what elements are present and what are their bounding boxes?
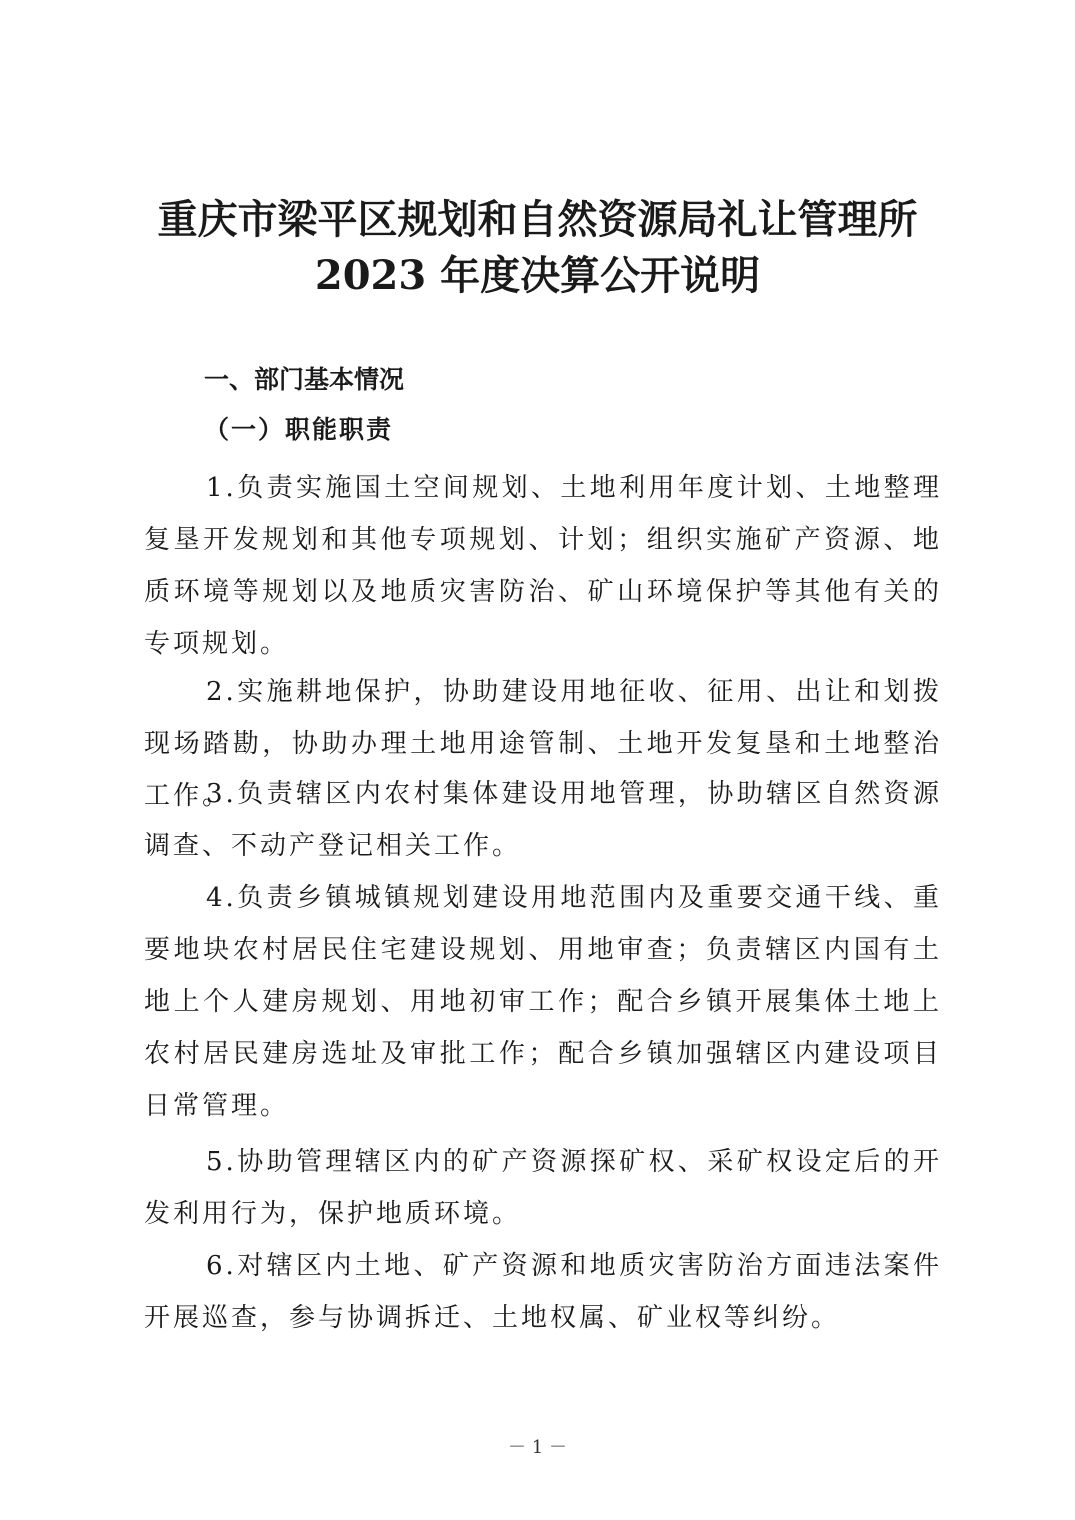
section-heading-basic-info: 一、部门基本情况 (204, 365, 405, 394)
paragraph-duty-1: 1.负责实施国土空间规划、土地利用年度计划、土地整理复垦开发规划和其他专项规划、计划；组织实施矿产资源、地质环境等规划以及地质灾害防治、矿山环境保护等其他有关的专项规划。 (144, 473, 942, 659)
paragraph-duty-6: 6.对辖区内土地、矿产资源和地质灾害防治方面违法案件开展巡查，参与协调拆迁、土地权属、矿业权等纠纷。 (144, 1251, 942, 1333)
document-title-line1: 重庆市梁平区规划和自然资源局礼让管理所 (157, 196, 918, 243)
document-title-line2: 2023 年度决算公开说明 (314, 252, 761, 299)
subsection-heading-functions: （一）职能职责 (204, 415, 394, 444)
paragraph-duty-3: 3.负责辖区内农村集体建设用地管理，协助辖区自然资源调查、不动产登记相关工作。 (144, 779, 942, 861)
paragraph-duty-4: 4.负责乡镇城镇规划建设用地范围内及重要交通干线、重要地块农村居民住宅建设规划、用地审查；负责辖区内国有土地上个人建房规划、用地初审工作；配合乡镇开展集体土地上农村居民建房选址及审批工作；配合乡镇加强辖区内建设项目日常管理。 (144, 883, 942, 1121)
paragraph-duty-5: 5.协助管理辖区内的矿产资源探矿权、采矿权设定后的开发利用行为，保护地质环境。 (144, 1147, 942, 1229)
page-number: － 1 － (508, 1437, 567, 1458)
paragraph-duty-2: 2.实施耕地保护，协助建设用地征收、征用、出让和划拨现场踏勘，协助办理土地用途管制、土地开发复垦和土地整治工作。 (144, 677, 942, 811)
